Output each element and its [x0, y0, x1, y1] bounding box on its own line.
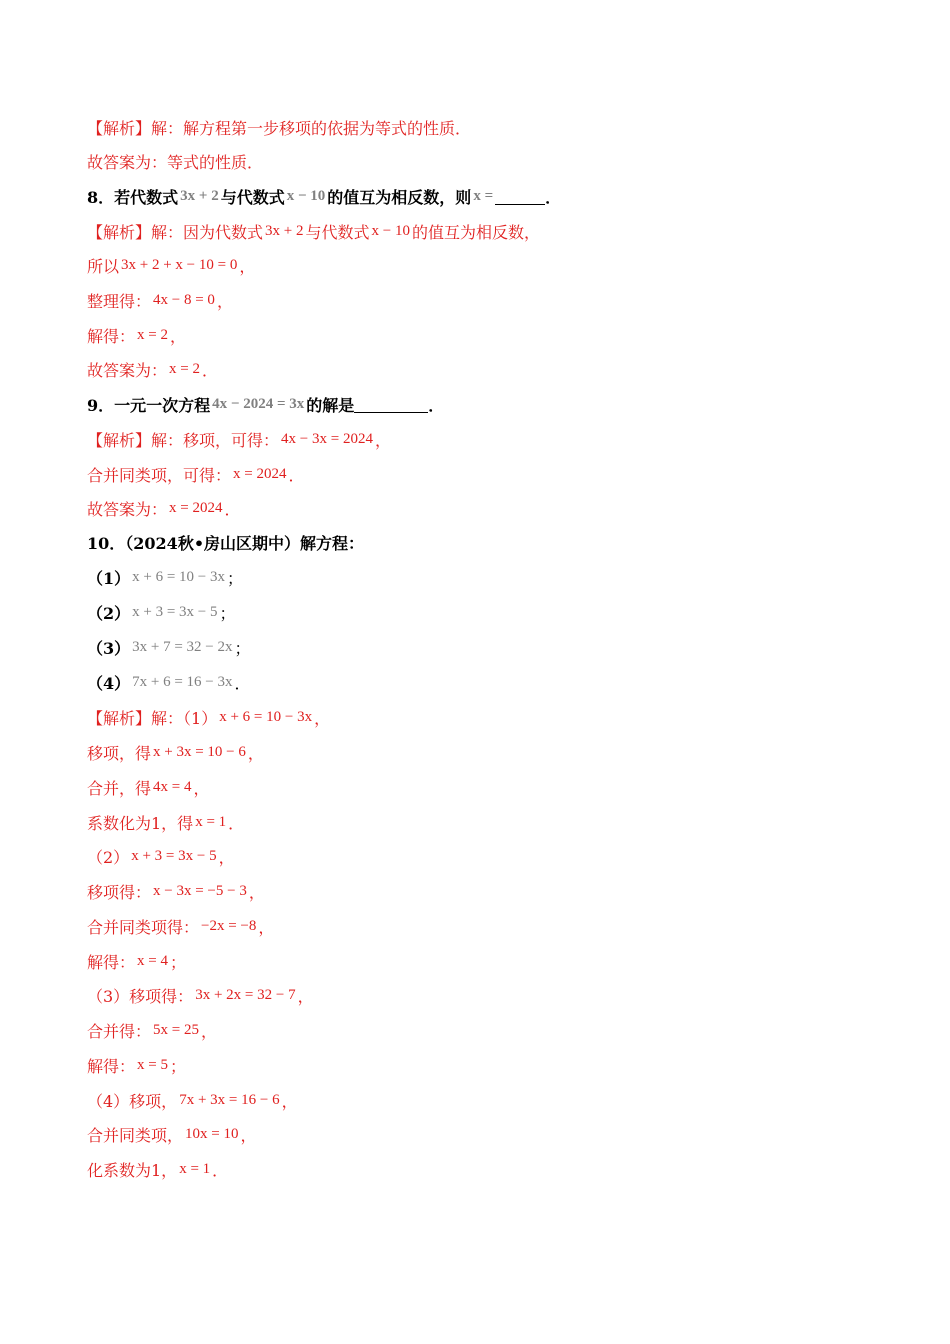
q9-question	[87, 395, 444, 418]
q10-step	[87, 813, 244, 836]
analysis-tag: 【解析】	[87, 431, 152, 450]
step-text: 解得：	[87, 953, 136, 972]
item-punct: ；	[227, 569, 244, 588]
step-punct: ．	[212, 1161, 229, 1180]
math-expression: x − 3x = −5 − 3	[153, 883, 247, 899]
question-end: ．	[545, 188, 562, 207]
question-text: 一元一次方程	[114, 396, 211, 415]
step-punct: ．	[288, 466, 305, 485]
q8-analysis	[87, 222, 540, 245]
step-punct: ，	[247, 744, 264, 763]
q7-analysis	[87, 118, 471, 140]
q10-question	[87, 533, 364, 555]
q10-step	[87, 743, 264, 766]
step-punct: ，	[297, 987, 314, 1006]
q7-answer	[87, 152, 263, 174]
q10-step	[87, 1091, 298, 1114]
step-punct: ．	[224, 500, 241, 519]
math-expression: x = 2024	[233, 466, 287, 482]
step-punct: ，	[258, 918, 275, 937]
q10-step	[87, 1056, 186, 1079]
q8-step	[87, 291, 233, 314]
step-text: 合并得：	[87, 1022, 152, 1041]
math-expression: −2x = −8	[201, 918, 257, 934]
analysis-text: 解：解方程第一步移项的依据为等式的性质．	[151, 119, 472, 138]
step-punct: ，	[248, 883, 265, 902]
math-expression: 3x + 2 + x − 10 = 0	[121, 257, 238, 273]
step-punct: ，	[374, 431, 391, 450]
analysis-tag: 【解析】	[87, 709, 152, 728]
item-label: （1）	[87, 569, 131, 588]
math-expression: x = 1	[195, 814, 227, 830]
step-punct: ，	[314, 709, 331, 728]
math-expression: 4x = 4	[153, 779, 192, 795]
math-expression: 10x = 10	[185, 1126, 239, 1142]
step-text: 合并，得	[87, 779, 152, 798]
question-number: 10．	[87, 534, 126, 553]
q10-item	[87, 568, 243, 591]
item-label: （4）	[87, 674, 131, 693]
step-punct: ．	[201, 361, 218, 380]
step-punct: ；	[169, 953, 186, 972]
item-label: （2）	[87, 604, 131, 623]
analysis-text: 与代数式	[305, 223, 370, 242]
math-expression: x = 4	[137, 953, 168, 969]
question-number: 8．	[87, 188, 115, 207]
q10-step	[87, 778, 210, 801]
step-text: （3）移项得：	[87, 987, 194, 1006]
analysis-text: 解：因为代数式	[151, 223, 264, 242]
math-expression: x − 10	[286, 188, 326, 204]
q10-step	[87, 1021, 217, 1044]
math-expression: 3x + 2	[180, 188, 219, 204]
math-expression: x =	[473, 188, 494, 204]
step-punct: ，	[200, 1022, 217, 1041]
q10-step	[87, 986, 314, 1009]
math-expression: x = 2024	[169, 500, 223, 516]
step-text: 解得：	[87, 1057, 136, 1076]
math-expression: 4x − 8 = 0	[153, 292, 215, 308]
step-text: 系数化为1，得	[87, 814, 194, 833]
q10-item	[87, 673, 251, 696]
item-punct: ；	[234, 639, 251, 658]
answer-blank	[495, 188, 545, 205]
math-expression: x = 5	[137, 1057, 168, 1073]
q8-question	[87, 187, 561, 210]
question-text: 与代数式	[220, 188, 285, 207]
math-expression: 3x + 7 = 32 − 2x	[132, 639, 233, 655]
analysis-text: 解：移项，可得：	[151, 431, 280, 450]
math-expression: 4x − 2024 = 3x	[212, 396, 305, 412]
step-text: 移项，得	[87, 744, 152, 763]
step-punct: ．	[228, 814, 245, 833]
q9-step	[87, 465, 305, 488]
math-expression: x = 1	[179, 1161, 211, 1177]
step-text: 故答案为：	[87, 361, 168, 380]
math-expression: x + 3 = 3x − 5	[132, 604, 218, 620]
step-punct: ，	[216, 292, 233, 311]
math-expression: 3x + 2	[265, 223, 304, 239]
step-text: 合并同类项，可得：	[87, 466, 232, 485]
q10-item	[87, 603, 236, 626]
math-expression: x + 6 = 10 − 3x	[132, 569, 226, 585]
step-punct: ，	[240, 1126, 257, 1145]
q10-step	[87, 882, 265, 905]
step-punct: ，	[281, 1092, 298, 1111]
analysis-text: 的值互为相反数，	[411, 223, 540, 242]
math-expression: 3x + 2x = 32 − 7	[195, 987, 296, 1003]
step-punct: ，	[239, 257, 256, 276]
math-expression: 7x + 3x = 16 − 6	[179, 1092, 280, 1108]
q10-step	[87, 917, 274, 940]
step-punct: ；	[169, 1057, 186, 1076]
step-text: 故答案为：	[87, 500, 168, 519]
math-expression: 4x − 3x = 2024	[281, 431, 373, 447]
question-end: ．	[428, 396, 445, 415]
q10-analysis	[87, 708, 330, 731]
question-text: 的值互为相反数，则	[327, 188, 472, 207]
step-text: 解得：	[87, 327, 136, 346]
answer-text: 故答案为：等式的性质．	[87, 153, 264, 172]
q8-step	[87, 326, 186, 349]
step-text: 所以	[87, 257, 120, 276]
analysis-tag: 【解析】	[87, 223, 152, 242]
step-text: （2）	[87, 848, 130, 867]
math-expression: x − 10	[371, 223, 410, 239]
math-expression: x + 3 = 3x − 5	[131, 848, 217, 864]
math-expression: 7x + 6 = 16 − 3x	[132, 674, 233, 690]
item-punct: ．	[234, 674, 251, 693]
question-text: 的解是	[306, 396, 355, 415]
step-text: 化系数为1，	[87, 1161, 178, 1180]
step-punct: ，	[169, 327, 186, 346]
step-text: 合并同类项，	[87, 1126, 184, 1145]
analysis-text: 解：（1）	[151, 709, 218, 728]
step-text: 合并同类项得：	[87, 918, 200, 937]
math-expression: x = 2	[169, 361, 200, 377]
step-text: （4）移项，	[87, 1092, 178, 1111]
math-expression: x + 3x = 10 − 6	[153, 744, 246, 760]
math-expression: x = 2	[137, 327, 168, 343]
q10-step	[87, 952, 186, 975]
step-punct: ，	[193, 779, 210, 798]
item-punct: ；	[219, 604, 236, 623]
q9-answer	[87, 499, 241, 522]
q10-step	[87, 1160, 228, 1183]
math-expression: x + 6 = 10 − 3x	[219, 709, 313, 725]
math-expression: 5x = 25	[153, 1022, 199, 1038]
q10-step	[87, 1125, 257, 1148]
question-number: 9．	[87, 396, 115, 415]
step-punct: ，	[218, 848, 235, 867]
answer-blank	[354, 396, 428, 413]
question-text: 若代数式	[114, 188, 179, 207]
analysis-tag: 【解析】	[87, 119, 152, 138]
step-text: 整理得：	[87, 292, 152, 311]
item-label: （3）	[87, 639, 131, 658]
q9-analysis	[87, 430, 391, 453]
q10-step	[87, 847, 235, 870]
question-text: （2024秋•房山区期中）解方程：	[125, 534, 365, 553]
q8-answer	[87, 360, 218, 383]
step-text: 移项得：	[87, 883, 152, 902]
q10-item	[87, 638, 251, 661]
q8-step	[87, 256, 255, 279]
